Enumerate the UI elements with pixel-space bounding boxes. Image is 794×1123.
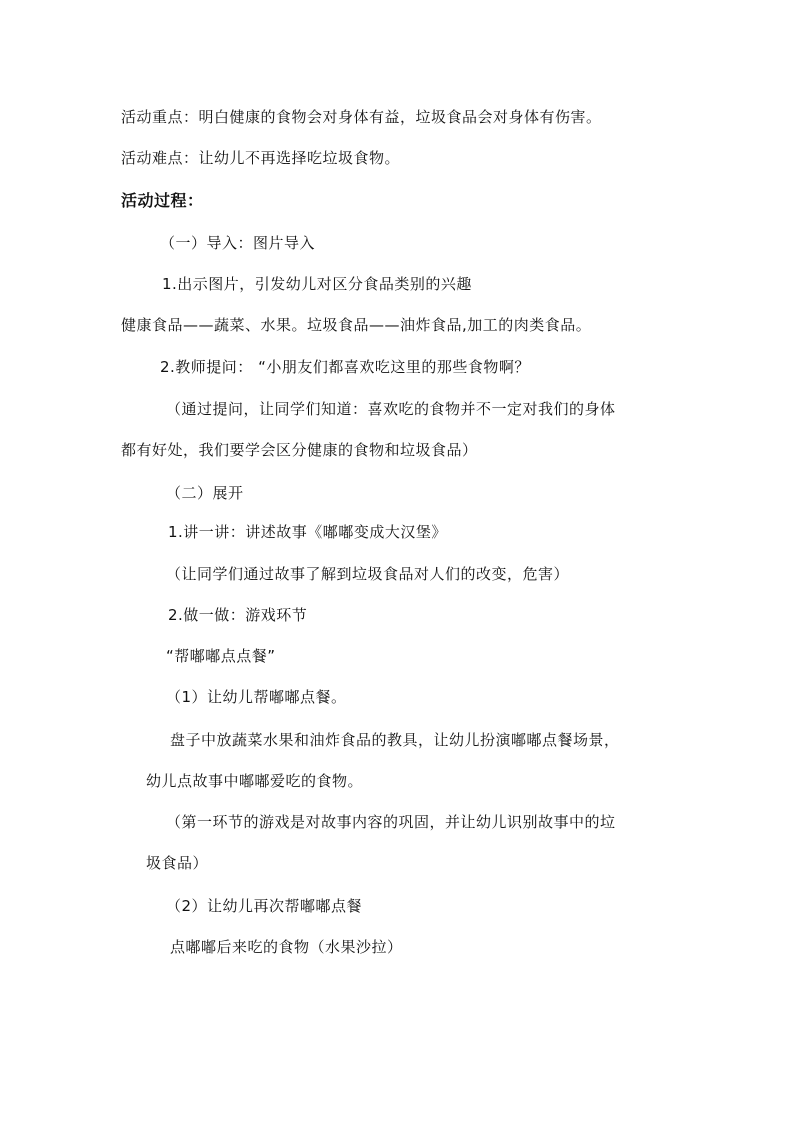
section-two-title: （二）展开 (166, 484, 244, 502)
process-heading: 活动过程： (121, 191, 204, 210)
game-title-line: “帮嘟嘟点点餐” (166, 647, 276, 665)
explanation-line-1: （通过提问，让同学们知道：喜欢吃的食物并不一定对我们的身体 (166, 400, 616, 418)
game-purpose-line-1: （第一环节的游戏是对故事内容的巩固，并让幼儿识别故事中的垃 (166, 813, 616, 831)
step-1-line: 1.出示图片，引发幼儿对区分食品类别的兴趣 (162, 275, 472, 293)
child-order-line: 幼儿点故事中嘟嘟爱吃的食物。 (146, 772, 364, 790)
explanation-line-2: 都有好处，我们要学会区分健康的食物和垃圾食品） (121, 441, 478, 459)
later-food-line: 点嘟嘟后来吃的食物（水果沙拉） (170, 938, 403, 956)
story-purpose-line: （让同学们通过故事了解到垃圾食品对人们的改变，危害） (166, 565, 570, 583)
food-categories-line: 健康食品——蔬菜、水果。垃圾食品——油炸食品,加工的肉类食品。 (121, 316, 592, 334)
game-purpose-line-2: 圾食品） (146, 854, 209, 872)
game-line: 2.做一做：游戏环节 (168, 606, 308, 624)
difficulty-line: 活动难点：让幼儿不再选择吃垃圾食物。 (121, 149, 401, 167)
section-one-title: （一）导入：图片导入 (160, 234, 316, 252)
game-step-1-line: （1）让幼儿帮嘟嘟点餐。 (166, 688, 347, 706)
story-line: 1.讲一讲：讲述故事《嘟嘟变成大汉堡》 (168, 523, 447, 541)
game-step-2-line: （2）让幼儿再次帮嘟嘟点餐 (166, 897, 363, 915)
key-point-line: 活动重点：明白健康的食物会对身体有益，垃圾食品会对身体有伤害。 (121, 108, 602, 126)
teacher-question-line: 2.教师提问： “小朋友们都喜欢吃这里的那些食物啊？ (160, 358, 530, 376)
plate-setup-line: 盘子中放蔬菜水果和油炸食品的教具，让幼儿扮演嘟嘟点餐场景， (170, 731, 620, 749)
